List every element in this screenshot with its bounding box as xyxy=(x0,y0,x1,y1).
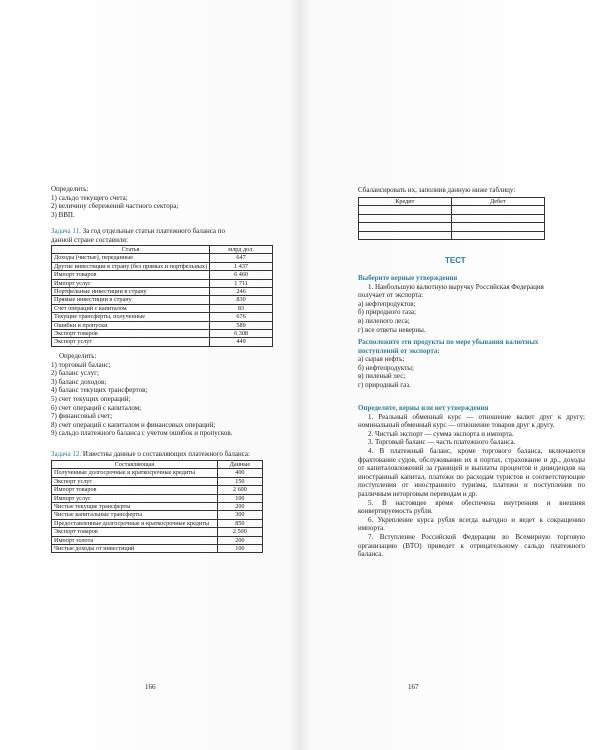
question-1-option: г) все ответы неверны. xyxy=(358,325,426,334)
task-12-block xyxy=(51,450,250,459)
task-12-table xyxy=(51,460,263,553)
intro-block xyxy=(51,185,178,219)
intro-item: 3) ВВП. xyxy=(51,210,75,219)
table-cell: Другие инвестиции в страну (без прямых и портфельных) xyxy=(52,262,210,270)
table-cell: Экспорт товаров xyxy=(52,528,218,536)
table-cell xyxy=(451,223,544,231)
determine-block xyxy=(51,352,232,438)
determine-item: 4) баланс текущих трансфертов; xyxy=(51,386,148,395)
table-row xyxy=(52,338,273,346)
table-cell: 1 437 xyxy=(210,262,273,270)
table-cell: Полученные долгосрочные и краткосрочные кредиты xyxy=(52,469,218,477)
section-2-title: Расположите эти продукты по мере убывания валютных xyxy=(358,338,539,346)
determine-item: 9) сальдо платежного баланса с учетом ошибок и пропусков. xyxy=(51,429,233,438)
table-row xyxy=(52,519,263,527)
table-row xyxy=(52,511,263,519)
right-page xyxy=(300,0,600,750)
table-cell: 300 xyxy=(217,511,262,519)
table-cell xyxy=(451,231,544,239)
table-cell xyxy=(359,214,452,222)
table-row xyxy=(52,304,273,312)
determine-item: 6) счет операций с капиталом; xyxy=(51,403,142,412)
section-1-title: Выберите верные утверждения xyxy=(358,274,458,282)
table-cell xyxy=(359,206,452,214)
table-cell: 6 460 xyxy=(210,271,273,279)
intro-item: 2) величину сбережений частного сектора; xyxy=(51,202,179,211)
table-cell: Ошибки и пропуски xyxy=(52,321,210,329)
statement-item: 3. Торговый баланс — часть платежного баланса. xyxy=(368,438,516,447)
table-row xyxy=(52,486,263,494)
task-12-text: Известны данные о составляющих платежного баланса: xyxy=(82,450,250,458)
table-row xyxy=(52,321,273,329)
question-2-option: а) сырая нефть; xyxy=(358,355,405,364)
table-cell xyxy=(359,231,452,239)
question-1-option: б) природного газа; xyxy=(358,308,416,317)
table-cell: 1 711 xyxy=(210,279,273,287)
table-row xyxy=(359,214,545,222)
table-cell: Текущие трансферты, полученные xyxy=(52,313,210,321)
determine-item: 1) торговый баланс; xyxy=(51,360,111,369)
table-cell: 400 xyxy=(217,469,262,477)
balance-instruction: Сбалансировать их, заполнив данную ниже таблицу: xyxy=(358,186,516,194)
question-1-option: в) пиленого леса; xyxy=(358,316,410,325)
question-1-block xyxy=(358,274,548,334)
table-cell: Портфельные инвестиции в страну xyxy=(52,287,210,295)
table-cell xyxy=(359,223,452,231)
task-11-text-2: данной стране составили: xyxy=(51,235,128,244)
table-row xyxy=(52,313,273,321)
section-2-title-2: поступлений от экспорта: xyxy=(358,346,440,355)
table-row xyxy=(52,528,263,536)
statement-item: 6. Укрепление курса рубля всегда выгодно и ведет к сокращению импорта. xyxy=(358,515,585,533)
question-1-text: 1. Наибольшую валютную выручку Российская Федерация xyxy=(368,282,544,291)
table-cell: Доходы (чистые), переданные xyxy=(52,254,210,262)
table-header: Статья xyxy=(52,246,210,254)
table-row xyxy=(52,287,273,295)
table-header: млрд дол. xyxy=(210,246,273,254)
task-11-table xyxy=(51,245,273,347)
statement-item: 2. Чистый экспорт — сумма экспорта и импорта. xyxy=(368,429,514,438)
table-row xyxy=(359,231,545,239)
table-row xyxy=(52,502,263,510)
task-11-text: За год отдельные статьи платежного баланса по xyxy=(82,227,225,235)
table-cell: Импорт золота xyxy=(52,536,218,544)
table-header: Дебет xyxy=(451,198,544,206)
table-cell: 2 600 xyxy=(217,486,262,494)
table-cell: 647 xyxy=(210,254,273,262)
statement-item: 5. В настоящее время обеспечена внутренняя и внешняя конвертируемость рубля. xyxy=(358,498,585,516)
question-1-option: а) нефтепродуктов; xyxy=(358,299,416,308)
table-cell xyxy=(451,206,544,214)
table-row xyxy=(52,271,273,279)
table-cell: Чистые капитальные трансферты xyxy=(52,511,218,519)
table-row xyxy=(52,469,263,477)
table-cell: 2 500 xyxy=(217,528,262,536)
table-row xyxy=(52,494,263,502)
table-cell: 246 xyxy=(210,287,273,295)
table-cell: 449 xyxy=(210,338,273,346)
question-2-option: б) нефтепродукты; xyxy=(358,363,414,372)
table-cell: 589 xyxy=(210,321,273,329)
statement-item: 7. Вступление Российской Федерации во Всемирную торговую организацию (ВТО) приведет к отрицательному сальдо платежного баланса. xyxy=(358,532,585,559)
balance-table xyxy=(358,197,545,240)
table-cell: 100 xyxy=(217,544,262,552)
table-row xyxy=(52,279,273,287)
question-1-text-2: получает от экспорта: xyxy=(358,291,424,300)
table-cell: Прямые инвестиции в страну xyxy=(52,296,210,304)
table-cell: Импорт товаров xyxy=(52,271,210,279)
page-number-right: 167 xyxy=(408,683,419,691)
table-row xyxy=(52,544,263,552)
table-cell: 100 xyxy=(217,494,262,502)
determine-item: 3) баланс доходов; xyxy=(51,377,107,386)
table-cell: 676 xyxy=(210,313,273,321)
table-header: Кредит xyxy=(359,198,452,206)
table-cell: 850 xyxy=(217,519,262,527)
question-2-option: г) природный газ. xyxy=(358,380,411,389)
statement-item: 1. Реальный обменный курс — отношение валют друг к другу; номинальный обменный курс — отношение товаров друг к другу. xyxy=(358,412,585,430)
table-cell: Экспорт услуг xyxy=(52,338,210,346)
table-row xyxy=(52,329,273,337)
statement-item: 4. В платежный баланс, кроме торгового баланса, включаются фрахтование судов, обслуживание их в портах, страхование и др., доходы от капиталовложений за границей и выплаты процентов и дивидендов на иностранный капитал, платежи по расходам туристов и соответствующие поступления от иностранного туризма, платежи и поступления по различным неторговым переводам и др. xyxy=(358,446,585,498)
statements-block xyxy=(358,404,585,559)
intro-item: 1) сальдо текущего счета; xyxy=(51,193,128,202)
question-2-option: в) пиленый лес; xyxy=(358,372,406,381)
table-cell: Импорт услуг xyxy=(52,279,210,287)
task-12-label: Задача 12. xyxy=(51,450,82,458)
table-cell: 200 xyxy=(217,536,262,544)
table-cell: Импорт услуг xyxy=(52,494,218,502)
page-number-left: 166 xyxy=(145,683,156,691)
table-cell: 200 xyxy=(217,502,262,510)
table-cell: Чистые доходы от инвестиций xyxy=(52,544,218,552)
question-2-block xyxy=(358,338,548,390)
table-cell: Чистые текущие трансферты xyxy=(52,502,218,510)
table-cell: Предоставленные долгосрочные и краткосрочные кредиты xyxy=(52,519,218,527)
determine-item: 2) баланс услуг; xyxy=(51,369,99,378)
determine-item: 5) счет текущих операций; xyxy=(51,394,131,403)
table-row xyxy=(52,477,263,485)
table-row xyxy=(359,206,545,214)
determine-item: 8) счет операций с капиталом и финансовых операций; xyxy=(51,420,216,429)
table-cell: 830 xyxy=(210,296,273,304)
test-title: ТЕСТ xyxy=(445,256,466,265)
task-11-label: Задача 11. xyxy=(51,227,81,235)
table-row xyxy=(52,262,273,270)
table-row xyxy=(52,296,273,304)
table-cell xyxy=(451,214,544,222)
intro-heading: Определить: xyxy=(51,185,89,193)
determine-item: 7) финансовый счет; xyxy=(51,412,113,421)
table-cell: 150 xyxy=(217,477,262,485)
table-cell: Счет операций с капиталом xyxy=(52,304,210,312)
table-cell: 83 xyxy=(210,304,273,312)
table-header: Составляющая xyxy=(52,461,218,469)
section-3-title: Определите, верны или нет утверждения xyxy=(358,404,489,412)
table-cell: Импорт товаров xyxy=(52,486,218,494)
table-cell: Экспорт услуг xyxy=(52,477,218,485)
task-11-block xyxy=(51,227,273,244)
table-row xyxy=(52,254,273,262)
table-cell: Экспорт товаров xyxy=(52,329,210,337)
table-row xyxy=(359,223,545,231)
table-row xyxy=(52,536,263,544)
table-header: Данные xyxy=(217,461,262,469)
table-cell: 6 308 xyxy=(210,329,273,337)
determine-heading: Определить: xyxy=(59,352,97,360)
